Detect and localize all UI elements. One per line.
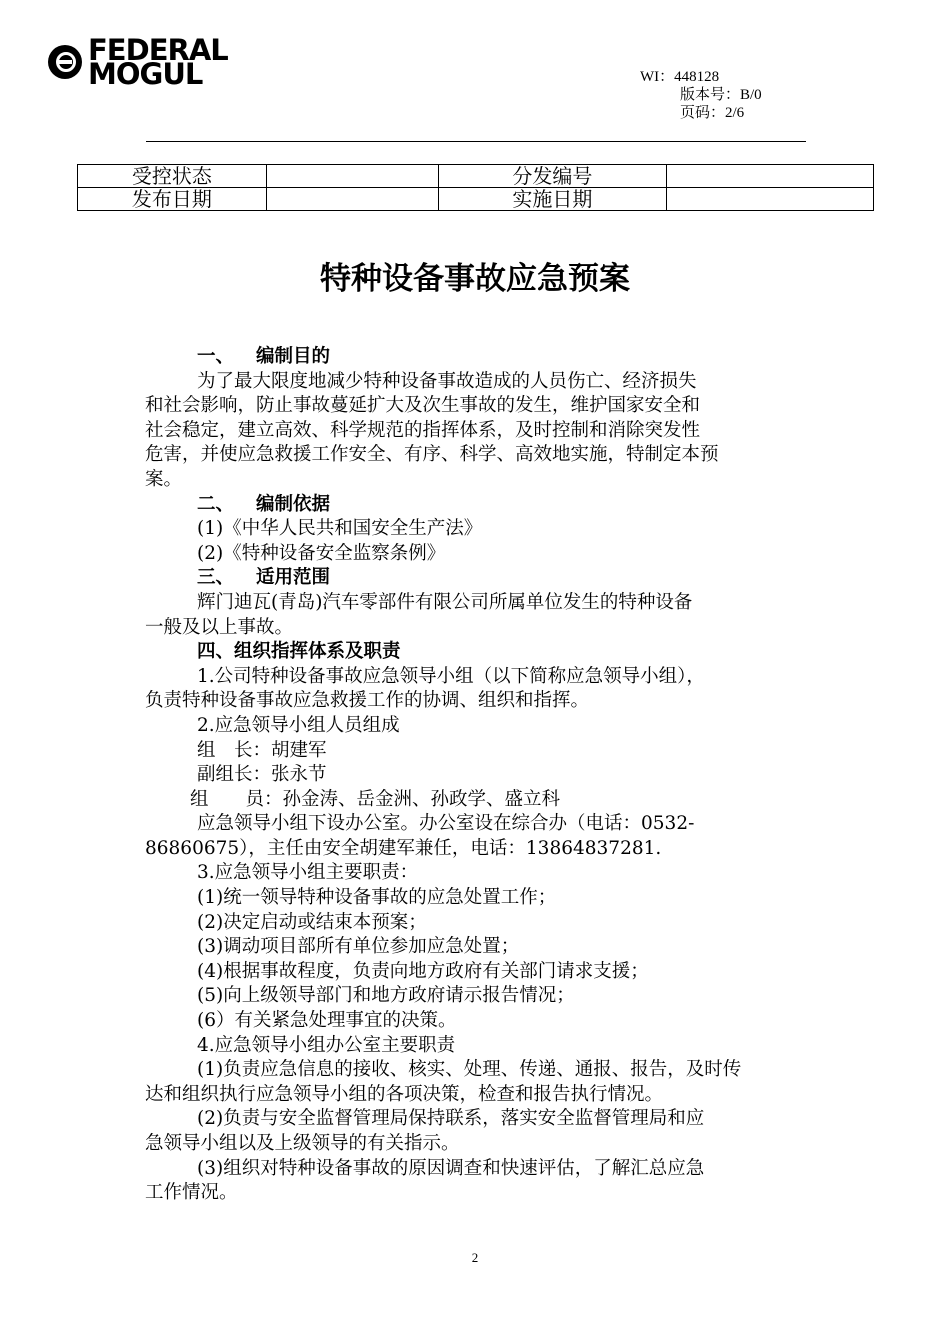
list-item: (5)向上级领导部门和地方政府请示报告情况； [197, 985, 575, 1007]
doc-wi: WI：448128 [640, 69, 720, 85]
table-cell: 分发编号 [438, 165, 667, 188]
paragraph: (2)负责与安全监督管理局保持联系，落实安全监督管理局和应 [197, 1108, 705, 1130]
paragraph-line: 负责特种设备事故应急救援工作的协调、组织和指挥。 [145, 690, 590, 712]
table-cell: 发布日期 [78, 188, 267, 211]
table-cell: 实施日期 [438, 188, 667, 211]
paragraph: 1.公司特种设备事故应急领导小组（以下简称应急领导小组）， [197, 665, 705, 687]
list-item: (2)决定启动或结束本预案； [197, 911, 427, 933]
control-table [77, 164, 874, 211]
table-cell [667, 165, 874, 188]
federal-mogul-logo-icon [48, 45, 82, 79]
paragraph-line: 社会稳定，建立高效、科学规范的指挥体系，及时控制和消除突发性 [145, 419, 701, 441]
section-heading-1 [145, 345, 811, 370]
list-item: 组 长：胡建军 [197, 739, 327, 761]
paragraph-line: 和社会影响，防止事故蔓延扩大及次生事故的发生，维护国家安全和 [145, 395, 701, 417]
section-heading-4: 四、组织指挥体系及职责 [197, 641, 401, 663]
heading-text: 适用范围 [256, 567, 331, 589]
list-item: (6）有关紧急处理事宜的决策。 [197, 1010, 457, 1032]
paragraph-line: 一般及以上事故。 [145, 616, 294, 638]
doc-version: 版本号：B/0 [680, 87, 762, 103]
heading-number: 二、 [197, 493, 235, 515]
list-item: 副组长：张永节 [197, 764, 327, 786]
table-cell [667, 188, 874, 211]
heading-number: 一、 [197, 346, 235, 367]
paragraph-line: 案。 [145, 468, 183, 490]
list-item: (2)《特种设备安全监察条例》 [197, 542, 446, 564]
table-cell [266, 165, 438, 188]
header-divider [146, 141, 806, 142]
document-body [145, 345, 811, 1206]
heading-text: 编制目的 [256, 346, 331, 367]
section-heading-3 [145, 566, 811, 591]
logo-text [88, 33, 228, 91]
paragraph-line: 危害，并使应急救援工作安全、有序、科学、高效地实施，特制定本预 [145, 444, 719, 466]
paragraph-line: 工作情况。 [145, 1182, 238, 1204]
paragraph: (3)组织对特种设备事故的原因调查和快速评估，了解汇总应急 [197, 1157, 705, 1179]
table-cell [266, 188, 438, 211]
paragraph-line: 急领导小组以及上级领导的有关指示。 [145, 1133, 460, 1154]
paragraph: (1)负责应急信息的接收、核实、处理、传递、通报、报告，及时传 [197, 1059, 742, 1081]
document-title: 特种设备事故应急预案 [320, 261, 630, 297]
table-row [78, 165, 874, 188]
heading-text: 编制依据 [256, 493, 331, 515]
paragraph: 4.应急领导小组办公室主要职责 [197, 1034, 456, 1056]
list-item: (1)统一领导特种设备事故的应急处置工作； [197, 887, 557, 909]
paragraph: 3.应急领导小组主要职责： [197, 862, 419, 884]
table-row [78, 188, 874, 211]
list-item: (4)根据事故程度，负责向地方政府有关部门请求支援； [197, 960, 649, 982]
logo-line1: FEDERAL [88, 33, 228, 67]
doc-page: 页码：2/6 [680, 105, 745, 121]
list-item: (3)调动项目部所有单位参加应急处置； [197, 936, 520, 958]
section-heading-2 [145, 493, 811, 518]
list-item: 组 员：孙金涛、岳金洲、孙政学、盛立科 [190, 788, 561, 810]
paragraph: 应急领导小组下设办公室。办公室设在综合办（电话：0532- [197, 813, 695, 835]
document-info [640, 68, 762, 122]
paragraph: 辉门迪瓦(青岛)汽车零部件有限公司所属单位发生的特种设备 [197, 591, 693, 613]
logo-line2: MOGUL [88, 57, 203, 91]
company-logo [48, 33, 228, 91]
paragraph-line: 86860675），主任由安全胡建军兼任，电话：13864837281. [145, 837, 662, 859]
page-number: 2 [471, 1250, 479, 1265]
paragraph: 为了最大限度地减少特种设备事故造成的人员伤亡、经济损失 [197, 370, 697, 392]
heading-number: 三、 [197, 567, 235, 589]
list-item: (1)《中华人民共和国安全生产法》 [197, 518, 483, 540]
paragraph: 2.应急领导小组人员组成 [197, 714, 400, 736]
table-cell: 受控状态 [78, 165, 267, 188]
paragraph-line: 达和组织执行应急领导小组的各项决策，检查和报告执行情况。 [145, 1083, 664, 1105]
